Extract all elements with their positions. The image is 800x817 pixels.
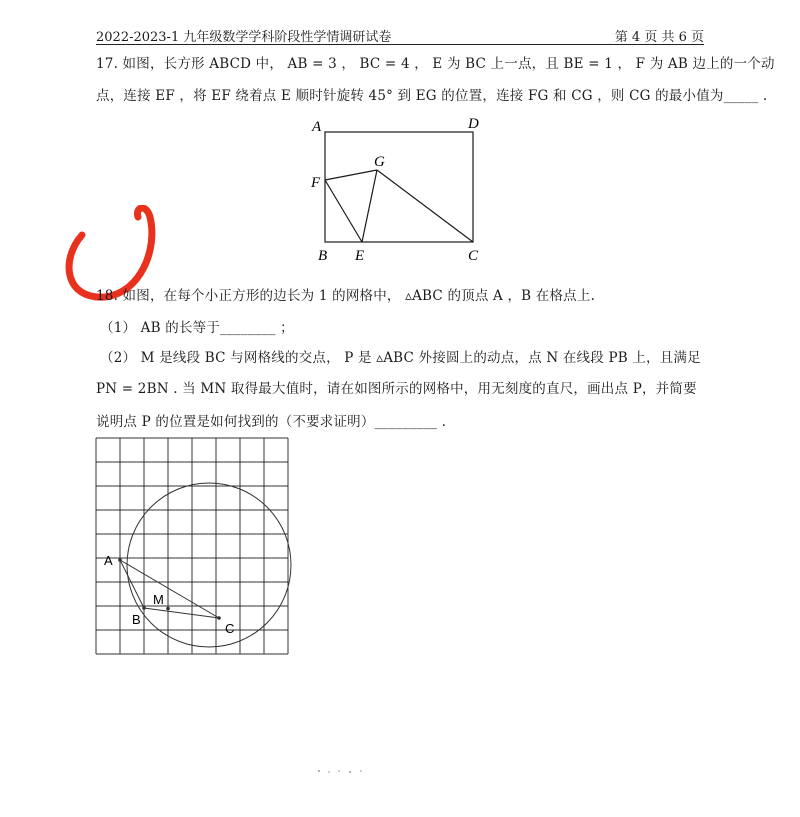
label-f: F: [311, 175, 321, 191]
q18-part-2-line-3: 说明点 P 的位置是如何找到的（不要求证明）_________ .: [96, 414, 447, 430]
q17-figure: [300, 110, 500, 265]
label-e: E: [355, 248, 365, 264]
grid-label-m: M: [153, 592, 164, 607]
label-d: D: [468, 116, 479, 132]
q17-line-2: 点，连接 EF ，将 EF 绕着点 E 顺时针旋转 45° 到 EG 的位置，连接 FG 和 CG ，则 CG 的最小值为_____ .: [96, 88, 768, 104]
exam-title: 2022-2023-1 九年级数学学科阶段性学情调研试卷: [96, 30, 392, 45]
faint-marks: [315, 766, 375, 776]
q18-part-1: （1） AB 的长等于________ ；: [100, 320, 294, 336]
point-m: [166, 607, 170, 611]
segment-gc: [377, 170, 473, 242]
segment-ef: [325, 180, 362, 242]
page-header: [96, 26, 704, 45]
segment-bc: [144, 608, 219, 618]
q17-line-1: 17. 如图，长方形 ABCD 中， AB = 3 ， BC = 4 ， E 为 BC 上一点，且 BE = 1 ， F 为 AB 边上的一个动: [96, 56, 775, 72]
q18-part-2-line-1: （2） M 是线段 BC 与网格线的交点， P 是 ▵ABC 外接圆上的动点，点 N 在线段 PB 上，且满足: [100, 350, 701, 366]
label-a: A: [312, 119, 322, 135]
circumcircle: [127, 483, 291, 647]
q18-line-1: 18. 如图，在每个小正方形的边长为 1 的网格中， ▵ABC 的顶点 A ，B 在格点上.: [96, 288, 596, 304]
segment-fg: [325, 170, 377, 180]
label-c: C: [468, 248, 479, 264]
q18-part-2-line-2: PN = 2BN . 当 MN 取得最大值时，请在如图所示的网格中，用无刻度的直尺，画出点 P，并简要: [96, 381, 697, 397]
grid-label-b: B: [132, 612, 141, 627]
grid-lines: [96, 438, 288, 654]
label-g: G: [374, 154, 385, 170]
point-b: [142, 606, 146, 610]
grid-label-c: C: [225, 621, 235, 636]
grid-label-a: A: [104, 553, 113, 568]
segment-eg: [362, 170, 377, 242]
point-c: [217, 616, 221, 620]
label-b: B: [318, 248, 328, 264]
page-number: 第 4 页 共 6 页: [614, 30, 704, 45]
q18-grid-figure: [88, 432, 303, 667]
point-a: [118, 558, 122, 562]
